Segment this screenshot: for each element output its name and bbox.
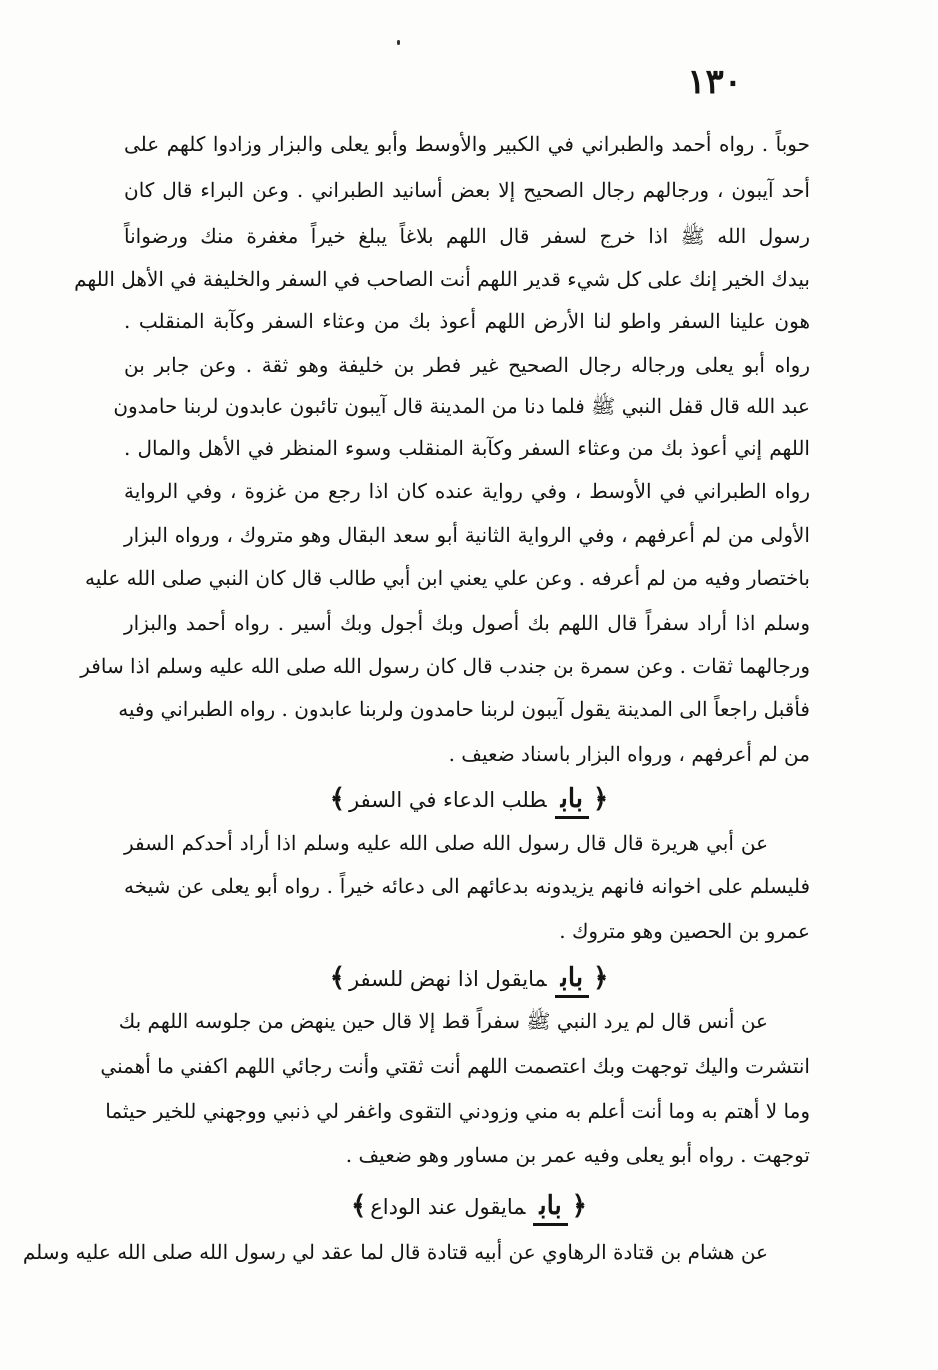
heading-bab: باب [555, 963, 589, 998]
section-heading: ﴿بابمايقول عند الوداع﴾ [0, 1186, 938, 1226]
text-line: من لم أعرفهم ، ورواه البزار باسناد ضعيف . [448, 742, 810, 766]
section-heading: ﴿بابطلب الدعاء في السفر﴾ [0, 779, 938, 819]
text-line: باختصار وفيه من لم أعرفه . وعن علي يعني ابن أبي طالب قال كان النبي صلى الله عليه [84, 566, 810, 590]
text-line: ورجالهما ثقات . وعن سمرة بن جندب قال كان رسول الله صلى الله عليه وسلم اذا سافر [80, 654, 810, 678]
text-line: فأقبل راجعاً الى المدينة يقول آيبون لربنا حامدون ولربنا عابدون . رواه الطبراني وفيه [118, 697, 810, 721]
text-line: هون علينا السفر واطو لنا الأرض اللهم أعوذ بك من وعثاء السفر وكآبة المنقلب . [124, 309, 810, 333]
text-line: عن هشام بن قتادة الرهاوي عن أبيه قتادة قال لما عقد لي رسول الله صلى الله عليه وسلم [22, 1240, 768, 1264]
text-line: أحد آيبون ، ورجالهم رجال الصحيح إلا بعض أسانيد الطبراني . وعن البراء قال كان [124, 178, 810, 202]
text-line: عن أبي هريرة قال قال رسول الله صلى الله عليه وسلم اذا أراد أحدكم السفر [124, 831, 768, 855]
heading-title: مايقول عند الوداع [370, 1195, 526, 1219]
text-line: عمرو بن الحصين وهو متروك . [559, 919, 810, 943]
heading-title: مايقول اذا نهض للسفر [348, 967, 547, 991]
text-line: عبد الله قال قفل النبي ﷺ فلما دنا من المدينة قال آيبون تائبون عابدون لربنا حامدون [113, 394, 810, 418]
text-line: انتشرت واليك توجهت وبك اعتصمت اللهم أنت ثقتي وأنت رجائي اللهم اكفني ما أهمني [100, 1054, 810, 1078]
heading-bab: باب [555, 784, 589, 819]
text-line: فليسلم على اخوانه فانهم يزيدونه بدعائهم الى دعائه خيراً . رواه أبو يعلى عن شيخه [124, 874, 810, 898]
text-line: رواه الطبراني في الأوسط ، وفي رواية عنده كان اذا رجع من غزوة ، وفي الرواية [124, 479, 810, 503]
text-line: بيدك الخير إنك على كل شيء قدير اللهم أنت الصاحب في السفر والخليفة في الأهل اللهم [74, 267, 810, 291]
text-line: وما لا أهتم به وما أنت أعلم به مني وزودني التقوى واغفر لي ذنبي ووجهني للخير حيثما [105, 1099, 810, 1123]
text-line: رواه أبو يعلى ورجاله رجال الصحيح غير فطر بن خليفة وهو ثقة . وعن جابر بن [124, 353, 810, 377]
page-number: ١٣٠ [687, 62, 742, 102]
text-line: حوباً . رواه أحمد والطبراني في الكبير والأوسط وأبو يعلى والبزار وزادوا كلهم على [124, 132, 810, 156]
text-line: وسلم اذا أراد سفراً قال اللهم بك أصول وبك أجول وبك أسير . رواه أحمد والبزار [124, 611, 810, 635]
text-line: رسول الله ﷺ اذا خرج لسفر قال اللهم بلاغاً يبلغ خيراً مغفرة منك ورضواناً [124, 224, 810, 248]
text-line: توجهت . رواه أبو يعلى وفيه عمر بن مساور وهو ضعيف . [345, 1143, 810, 1167]
heading-bab: باب [533, 1191, 567, 1226]
print-speck [397, 40, 400, 45]
text-line: عن أنس قال لم يرد النبي ﷺ سفراً قط إلا قال حين ينهض من جلوسه اللهم بك [118, 1009, 768, 1033]
heading-title: طلب الدعاء في السفر [348, 788, 547, 812]
text-line: اللهم إني أعوذ بك من وعثاء السفر وكآبة المنقلب وسوء المنظر في الأهل والمال . [124, 436, 810, 460]
text-line: الأولى من لم أعرفهم ، وفي الرواية الثانية أبو سعد البقال وهو متروك ، ورواه البزار [124, 523, 810, 547]
section-heading: ﴿بابمايقول اذا نهض للسفر﴾ [0, 958, 938, 998]
